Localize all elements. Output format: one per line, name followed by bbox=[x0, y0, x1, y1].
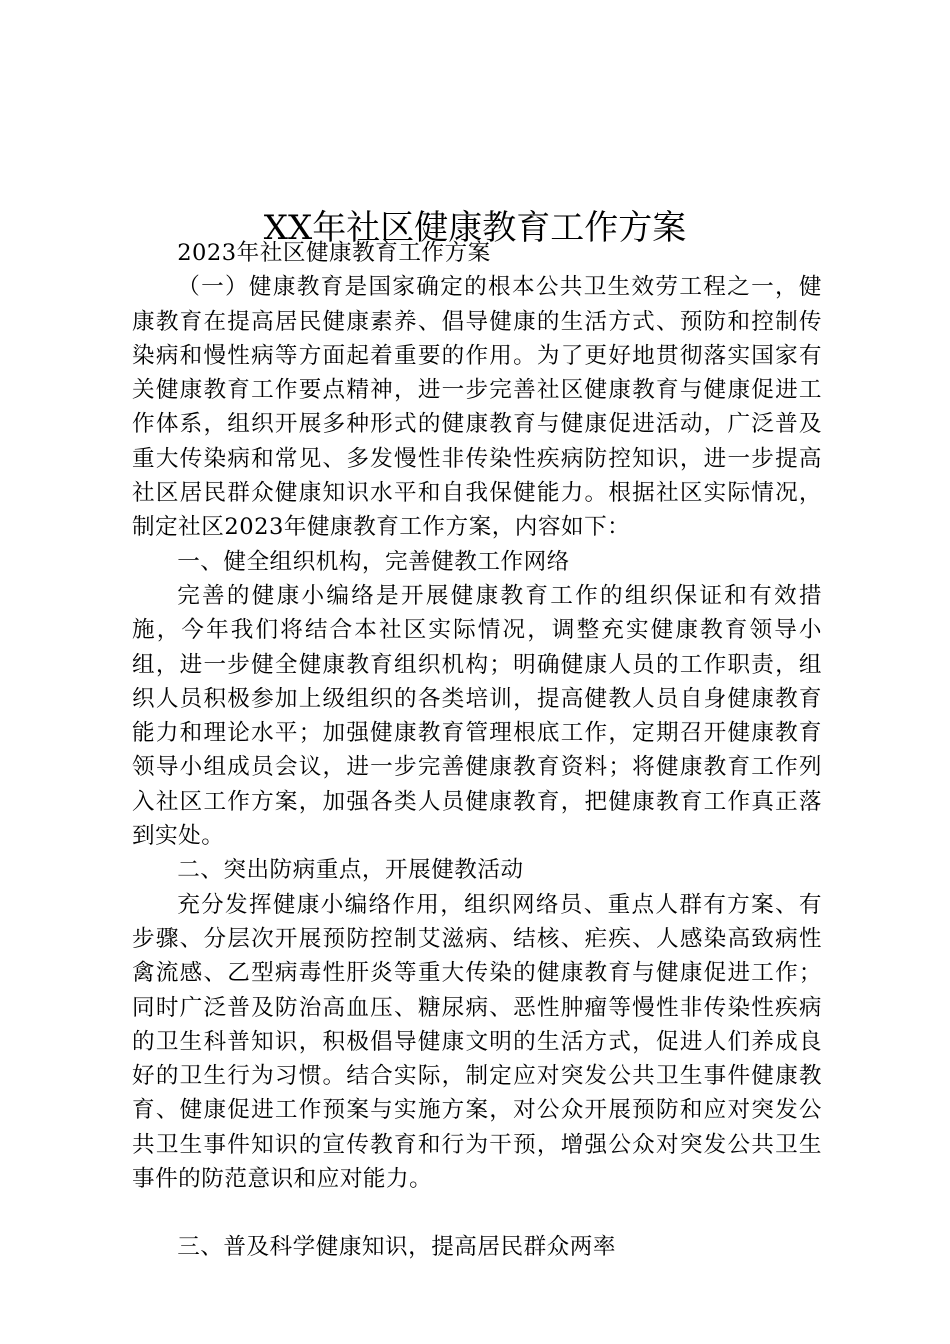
section-paragraph-2: 充分发挥健康小编络作用，组织网络员、重点人群有方案、有步骤、分层次开展预防控制艾滋病、结核、疟疾、人感染高致病性禽流感、乙型病毒性肝炎等重大传染的健康教育与健康促进工作；同时广泛普及防治高血压、糖尿病、恶性肿瘤等慢性非传染性疾病的卫生科普知识，积极倡导健康文明的生活方式，促进人们养成良好的卫生行为习惯。结合实际，制定应对突发公共卫生事件健康教育、健康促进工作预案与实施方案，对公众开展预防和应对突发公共卫生事件知识的宣传教育和行为干预，增强公众对突发公共卫生事件的防范意识和应对能力。 bbox=[132, 891, 822, 1193]
section-paragraph-1: 完善的健康小编络是开展健康教育工作的组织保证和有效措施，今年我们将结合本社区实际情况，调整充实健康教育领导小组，进一步健全健康教育组织机构；明确健康人员的工作职责，组织人员积极参加上级组织的各类培训，提高健教人员自身健康教育能力和理论水平；加强健康教育管理根底工作，定期召开健康教育领导小组成员会议，进一步完善健康教育资料；将健康教育工作列入社区工作方案，加强各类人员健康教育，把健康教育工作真正落到实处。 bbox=[132, 582, 822, 850]
subtitle-paragraph: 2023年社区健康教育工作方案 bbox=[177, 240, 491, 266]
document-body bbox=[132, 236, 822, 1265]
intro-paragraph: （一）健康教育是国家确定的根本公共卫生效劳工程之一，健康教育在提高居民健康素养、倡导健康的生活方式、预防和控制传染病和慢性病等方面起着重要的作用。为了更好地贯彻落实国家有关健康教育工作要点精神，进一步完善社区健康教育与健康促进工作体系，组织开展多种形式的健康教育与健康促进活动，广泛普及重大传染病和常见、多发慢性非传染性疾病防控知识，进一步提高社区居民群众健康知识水平和自我保健能力。根据社区实际情况，制定社区2023年健康教育工作方案，内容如下： bbox=[132, 274, 822, 541]
section-heading-2: 二、突出防病重点，开展健教活动 bbox=[177, 857, 524, 884]
document-title: XX年社区健康教育工作方案 bbox=[263, 207, 687, 248]
section-heading-3: 三、普及科学健康知识，提高居民群众两率 bbox=[177, 1234, 616, 1261]
section-heading-1: 一、健全组织机构，完善健教工作网络 bbox=[177, 548, 570, 575]
